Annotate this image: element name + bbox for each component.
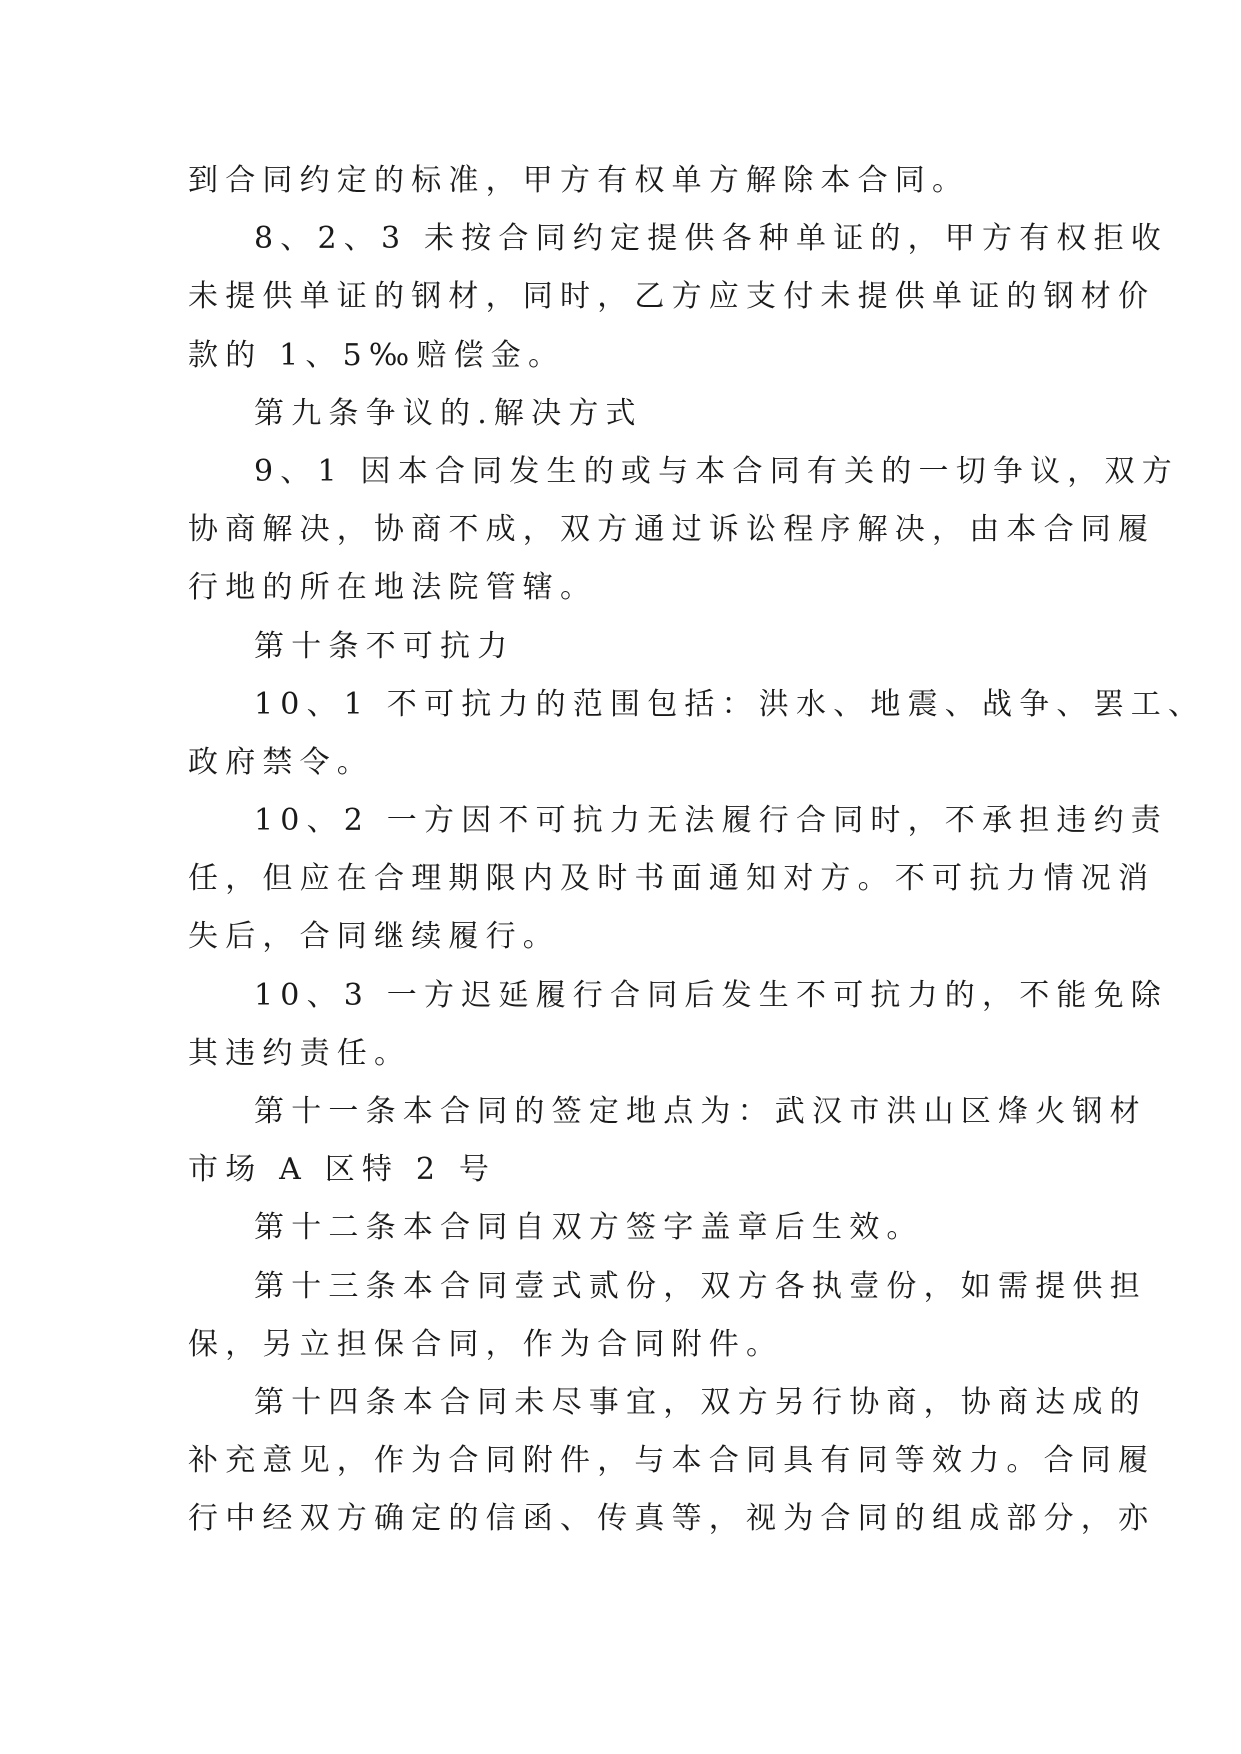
text-line: 到合同约定的标准，甲方有权单方解除本合同。 <box>188 163 970 198</box>
text-line: 失后，合同继续履行。 <box>188 919 560 955</box>
text-line: 10、1 不可抗力的范围包括：洪水、地震、战争、罢工、 <box>254 686 1206 722</box>
text-line: 未提供单证的钢材，同时，乙方应支付未提供单证的钢材价 <box>188 279 1156 315</box>
section-heading-9: 第九条争议的.解决方式 <box>254 395 643 431</box>
text-line: 协商解决，协商不成，双方通过诉讼程序解决，由本合同履 <box>188 512 1156 548</box>
text-line: 政府禁令。 <box>188 744 374 780</box>
text-line: 行地的所在地法院管辖。 <box>188 570 598 606</box>
contract-body <box>188 152 1206 1549</box>
text-line: 9、1 因本合同发生的或与本合同有关的一切争议，双方 <box>254 453 1179 489</box>
text-line: 其违约责任。 <box>188 1035 412 1071</box>
text-line: 8、2、3 未按合同约定提供各种单证的，甲方有权拒收 <box>254 221 1168 257</box>
text-line: 10、2 一方因不可抗力无法履行合同时，不承担违约责 <box>254 803 1168 839</box>
section-heading-10: 第十条不可抗力 <box>254 628 515 664</box>
text-line: 保，另立担保合同，作为合同附件。 <box>188 1326 784 1362</box>
text-line: 10、3 一方迟延履行合同后发生不可抗力的，不能免除 <box>254 977 1168 1013</box>
section-heading-14: 第十四条本合同未尽事宜，双方另行协商，协商达成的 <box>254 1384 1147 1420</box>
text-line: 市场 A 区特 2 号 <box>188 1152 497 1188</box>
text-line: 任，但应在合理期限内及时书面通知对方。不可抗力情况消 <box>188 861 1156 897</box>
text-line: 行中经双方确定的信函、传真等，视为合同的组成部分，亦 <box>188 1501 1156 1537</box>
section-heading-12: 第十二条本合同自双方签字盖章后生效。 <box>254 1210 924 1246</box>
text-line: 补充意见，作为合同附件，与本合同具有同等效力。合同履 <box>188 1443 1156 1479</box>
section-heading-11: 第十一条本合同的签定地点为：武汉市洪山区烽火钢材 <box>254 1094 1147 1129</box>
section-heading-13: 第十三条本合同壹式贰份，双方各执壹份，如需提供担 <box>254 1268 1147 1304</box>
text-line: 款的 1、5‰赔偿金。 <box>188 337 566 373</box>
